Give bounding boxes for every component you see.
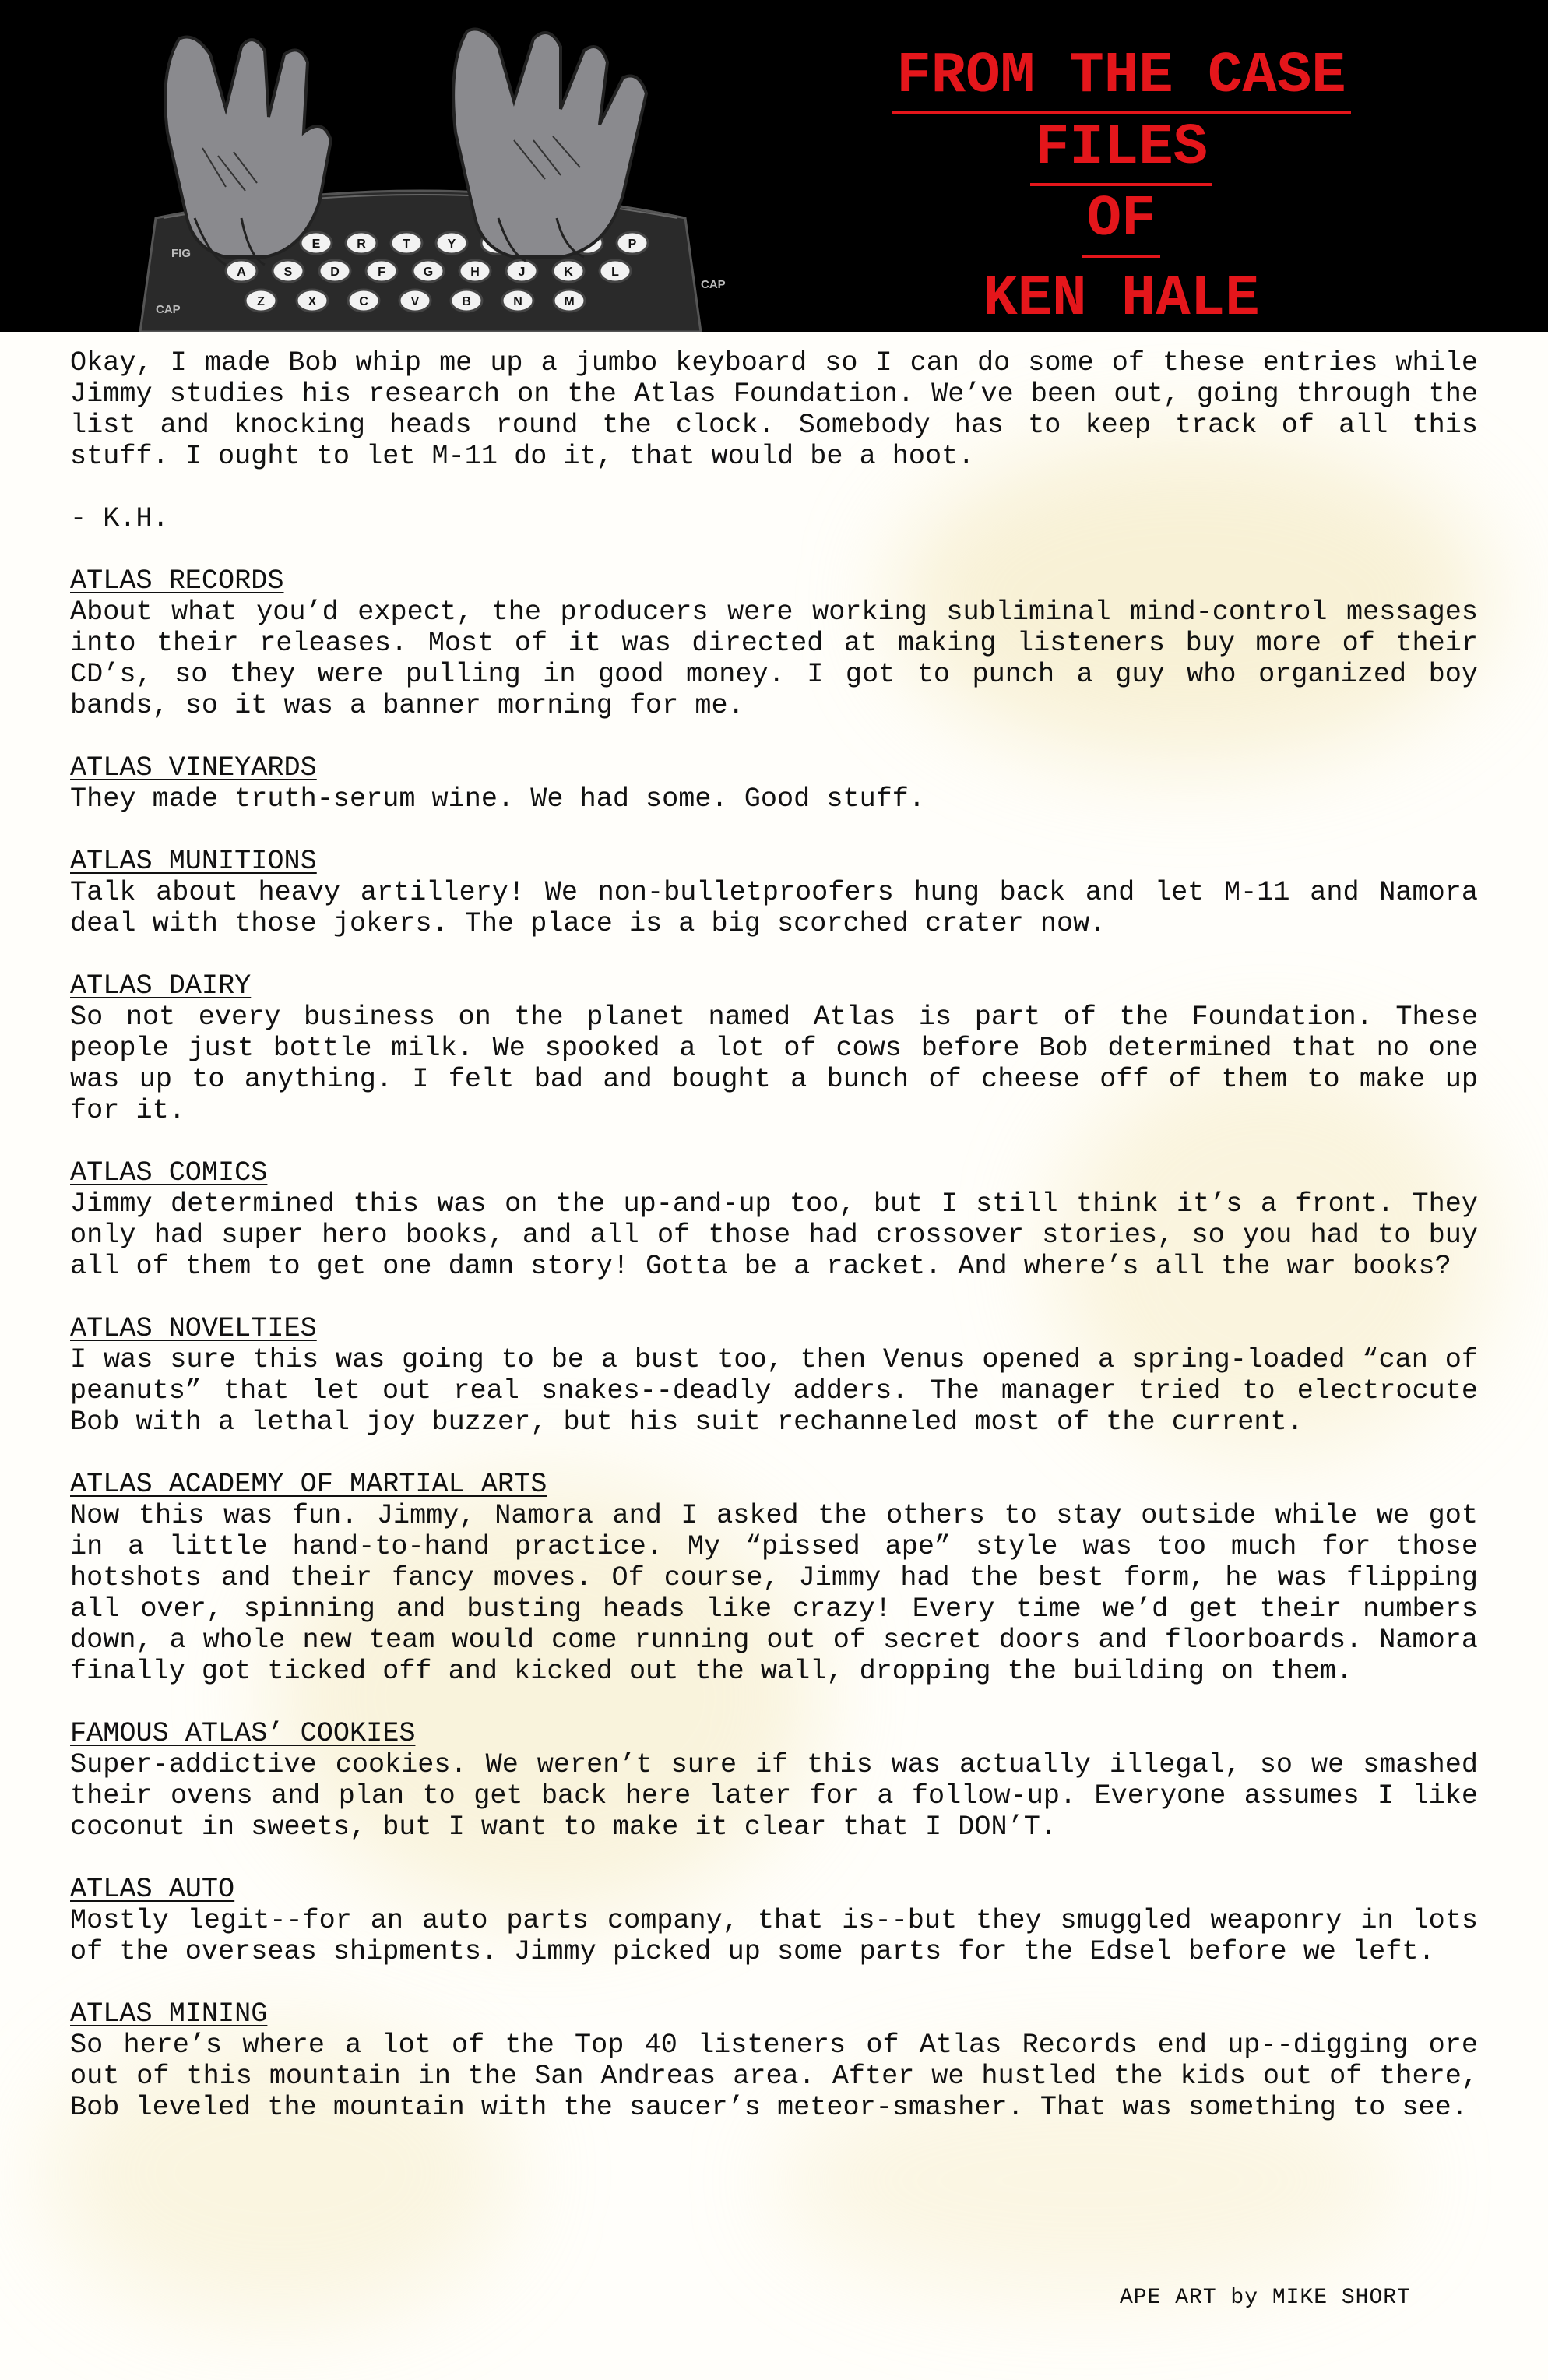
typewriter-key-label: S — [283, 266, 293, 279]
entry-body: Mostly legit--for an auto parts company, that is--but they smuggled weaponry in lots of the overseas shipments. Jimmy picked up some parts for the Edsel before we left. — [70, 1905, 1478, 1967]
case-entry — [70, 846, 1478, 939]
typewriter-key — [273, 260, 304, 282]
case-entry — [70, 565, 1478, 721]
typewriter-key-label: H — [470, 266, 480, 279]
typewriter-key-label: T — [403, 238, 410, 251]
entry-body: Jimmy determined this was on the up-and-up too, but I still think it’s a front. They only had super hero books, and all of those had crossover stories, so you had to buy all of them to get one damn story! Gotta be a racket. And where’s all the war books? — [70, 1188, 1478, 1282]
typewriter-key — [459, 260, 491, 282]
typewriter-side-key: FIG — [171, 247, 191, 260]
entry-body: So not every business on the planet named Atlas is part of the Foundation. These people just bottle milk. We spooked a lot of cows before Bob determined that no one was up to anything. I felt bad and bought a bunch of cheese off of them to make up for it. — [70, 1002, 1478, 1126]
header-banner — [0, 0, 1548, 332]
typewriter-key — [297, 290, 328, 312]
case-entry — [70, 1998, 1478, 2123]
entry-body: Now this was fun. Jimmy, Namora and I asked the others to stay outside while we got in a little hand-to-hand practice. My “pissed ape” style was too much for those hotshots and their fancy moves. Of course, Jimmy had the best form, he was flipping all over, spinning and busting heads like crazy! Every time we’d get their numbers down, a whole new team would come running out of secret doors and floorboards. Namora finally got ticked off and kicked out the wall, dropping the building on them. — [70, 1500, 1478, 1687]
typewriter-key-label: D — [330, 266, 340, 279]
entry-title: ATLAS VINEYARDS — [70, 752, 317, 783]
typewriter-key — [319, 260, 350, 282]
typewriter-key-label: R — [357, 238, 366, 251]
title-line: FROM THE CASE — [892, 43, 1350, 114]
typewriter-side-key: CAP — [701, 278, 726, 291]
case-entry — [70, 970, 1478, 1126]
typewriter-key — [451, 290, 482, 312]
entry-body: Talk about heavy artillery! We non-bulletproofers hung back and let M-11 and Namora deal with those jokers. The place is a big scorched crater now. — [70, 877, 1478, 939]
entry-body: They made truth-serum wine. We had some. Good stuff. — [70, 783, 926, 815]
intro-paragraph: Okay, I made Bob whip me up a jumbo keyboard so I can do some of these entries while Jimmy studies his research on the Atlas Foundation. We’ve been out, going through the list and knocking heads round the clock. Somebody has to keep track of all this stuff. I ought to let M-11 do it, that would be a hoot. — [70, 347, 1478, 472]
typewriter-key-label: X — [308, 295, 317, 308]
entry-title: ATLAS MUNITIONS — [70, 846, 317, 877]
typewriter-side-key: CAP — [156, 303, 181, 316]
entry-title: ATLAS COMICS — [70, 1157, 268, 1188]
typewriter-key-label: B — [462, 295, 471, 308]
typewriter-key — [554, 290, 585, 312]
entry-title: ATLAS NOVELTIES — [70, 1313, 317, 1344]
typewriter-key — [346, 232, 377, 254]
typewriter-key-label: E — [311, 238, 321, 251]
typewriter-key — [391, 232, 422, 254]
typewriter-key — [413, 260, 444, 282]
entry-title: ATLAS MINING — [70, 1998, 268, 2030]
entry-body: About what you’d expect, the producers were working subliminal mind-control messages into their releases. Most of it was directed at making listeners buy more of their CD’s, so they were pulling in good money. I got to punch a guy who organized boy bands, so it was a banner morning for me. — [70, 597, 1478, 721]
typewriter-key-label: L — [611, 266, 619, 279]
entry-body: Super-addictive cookies. We weren’t sure if this was actually illegal, so we smashed their ovens and plan to get back here later for a follow-up. Everyone assumes I like coconut in sweets, but I want to make it clear that I DON’T. — [70, 1749, 1478, 1843]
typewriter-key — [399, 290, 431, 312]
title-line: OF — [1082, 186, 1161, 258]
typewriter-key — [226, 260, 257, 282]
case-entry — [70, 1874, 1478, 1967]
typewriter-key — [245, 290, 276, 312]
typewriter-key-label: M — [564, 295, 575, 308]
typewriter-key-label: C — [359, 295, 368, 308]
case-entry — [70, 1469, 1478, 1687]
entry-title: FAMOUS ATLAS’ COOKIES — [70, 1718, 416, 1749]
case-files-title — [857, 43, 1386, 332]
typewriter-key — [600, 260, 631, 282]
case-entry — [70, 1157, 1478, 1282]
entry-title: ATLAS ACADEMY OF MARTIAL ARTS — [70, 1469, 547, 1500]
title-line: FILES — [1030, 114, 1212, 186]
typewriter-key — [301, 232, 332, 254]
entries-list — [70, 565, 1478, 2123]
case-file-body — [70, 347, 1478, 2154]
typewriter-key-label: J — [518, 266, 526, 279]
art-credit: APE ART by MIKE SHORT — [1120, 2286, 1411, 2310]
typewriter-key-label: P — [628, 238, 637, 251]
typewriter-key-label: A — [237, 266, 246, 279]
typewriter-key-label: N — [513, 295, 522, 308]
typewriter-key — [348, 290, 379, 312]
signature: - K.H. — [70, 503, 169, 534]
typewriter-key — [553, 260, 584, 282]
entry-title: ATLAS AUTO — [70, 1874, 235, 1905]
ape-typewriter-illustration — [109, 23, 732, 332]
case-entry — [70, 752, 1478, 815]
typewriter-key — [617, 232, 648, 254]
typewriter-key-label: G — [423, 266, 434, 279]
entry-title: ATLAS RECORDS — [70, 565, 284, 597]
title-line: KEN HALE — [978, 266, 1264, 332]
entry-title: ATLAS DAIRY — [70, 970, 252, 1002]
typewriter-key-label: F — [378, 266, 385, 279]
entry-body: So here’s where a lot of the Top 40 listeners of Atlas Records end up--digging ore out of this mountain in the San Andreas area. After we hustled the kids out of there, Bob leveled the mountain with the saucer’s meteor-smasher. That was something to see. — [70, 2030, 1478, 2123]
case-entry — [70, 1718, 1478, 1843]
typewriter-key — [502, 290, 533, 312]
typewriter-key-label: Z — [257, 295, 265, 308]
entry-body: I was sure this was going to be a bust too, then Venus opened a spring-loaded “can of peanuts” that let out real snakes--deadly adders. The manager tried to electrocute Bob with a lethal joy buzzer, but his suit rechanneled most of the current. — [70, 1344, 1478, 1438]
case-entry — [70, 1313, 1478, 1438]
typewriter-key — [436, 232, 467, 254]
typewriter-key-label: K — [564, 266, 573, 279]
typewriter-key-label: V — [410, 295, 420, 308]
typewriter-key — [366, 260, 397, 282]
typewriter-key-label: Y — [447, 238, 456, 251]
typewriter-key — [506, 260, 537, 282]
